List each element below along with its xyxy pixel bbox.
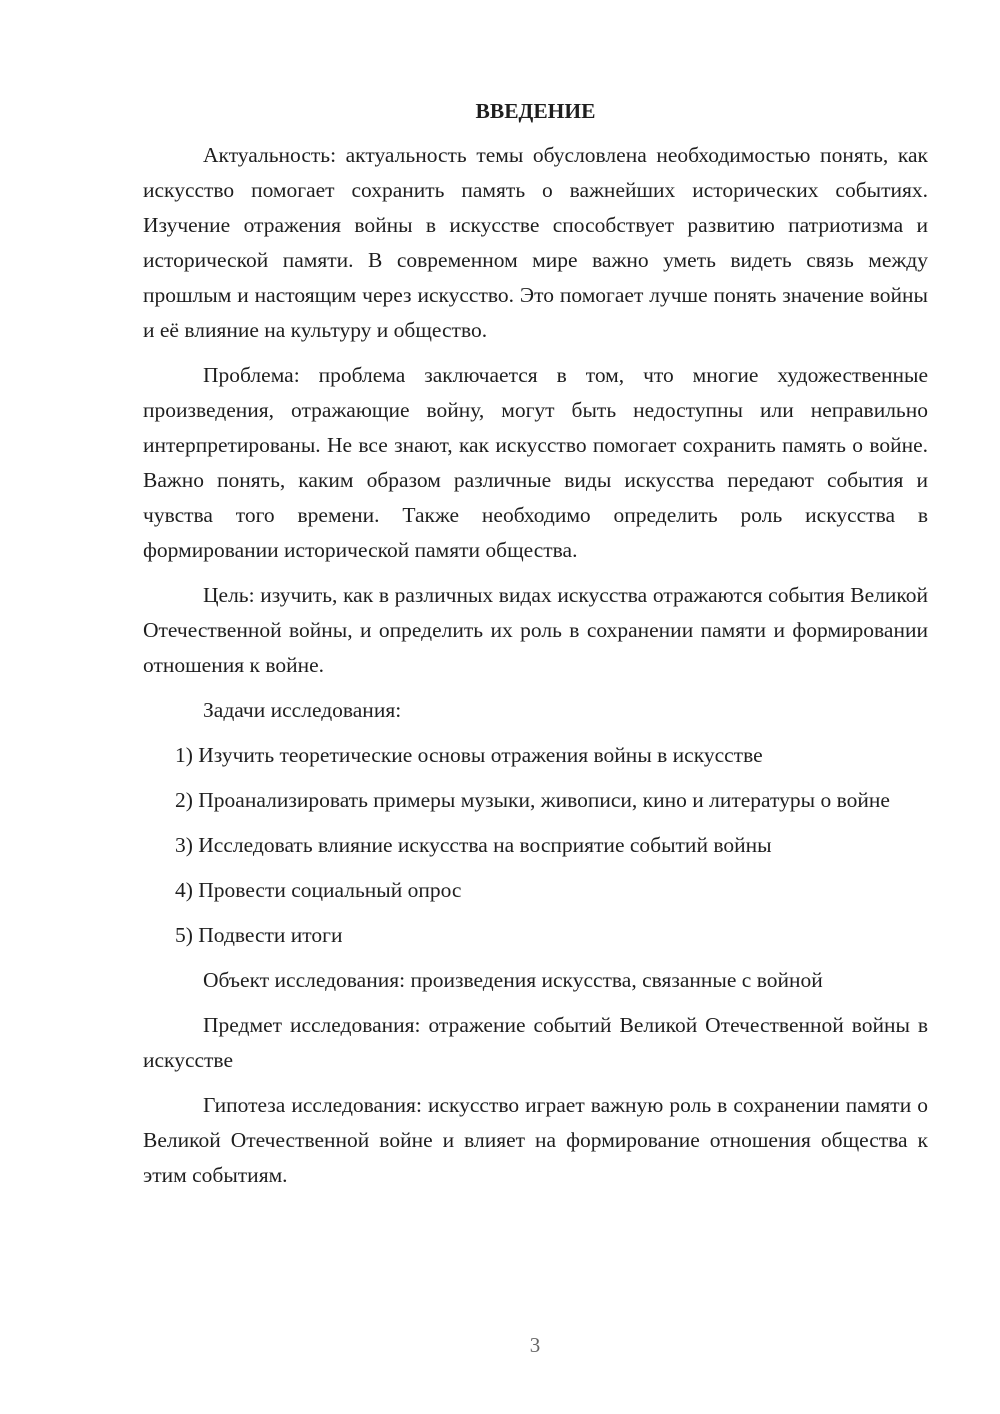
- tasks-list: [143, 738, 928, 953]
- hypothesis-paragraph: Гипотеза исследования: искусство играет важную роль в сохранении памяти о Великой Отечественной войне и влияет на формирование отношения общества к этим событиям.: [143, 1093, 928, 1187]
- page-title: ВВЕДЕНИЕ: [475, 99, 596, 123]
- relevance-paragraph: Актуальность: актуальность темы обусловлена необходимостью понять, как искусство помогает сохранить память о важнейших исторических событиях. Изучение отражения войны в искусстве способствует развитию патриотизма и исторической памяти. В современном мире важно уметь видеть связь между прошлым и настоящим через искусство. Это помогает лучше понять значение войны и её влияние на культуру и общество.: [143, 143, 928, 342]
- problem-paragraph: Проблема: проблема заключается в том, что многие художественные произведения, отражающие войну, могут быть недоступны или неправильно интерпретированы. Не все знают, как искусство помогает сохранить память о войне. Важно понять, каким образом различные виды искусства передают события и чувства того времени. Также необходимо определить роль искусства в формировании исторической памяти общества.: [143, 363, 928, 562]
- list-item: 3) Исследовать влияние искусства на восприятие событий войны: [175, 833, 772, 857]
- document-page: [143, 94, 928, 1203]
- goal-paragraph: Цель: изучить, как в различных видах искусства отражаются события Великой Отечественной войны, и определить их роль в сохранении памяти и формировании отношения к войне.: [143, 583, 928, 677]
- subject-paragraph: Предмет исследования: отражение событий Великой Отечественной войны в искусстве: [143, 1013, 928, 1072]
- list-item: 2) Проанализировать примеры музыки, живописи, кино и литературы о войне: [175, 788, 890, 812]
- page-number: 3: [529, 1333, 541, 1357]
- list-item: 1) Изучить теоретические основы отражения войны в искусстве: [175, 743, 763, 767]
- tasks-heading: Задачи исследования:: [203, 698, 402, 722]
- object-paragraph: Объект исследования: произведения искусства, связанные с войной: [203, 968, 823, 992]
- list-item: 4) Провести социальный опрос: [175, 878, 462, 902]
- list-item: 5) Подвести итоги: [175, 923, 343, 947]
